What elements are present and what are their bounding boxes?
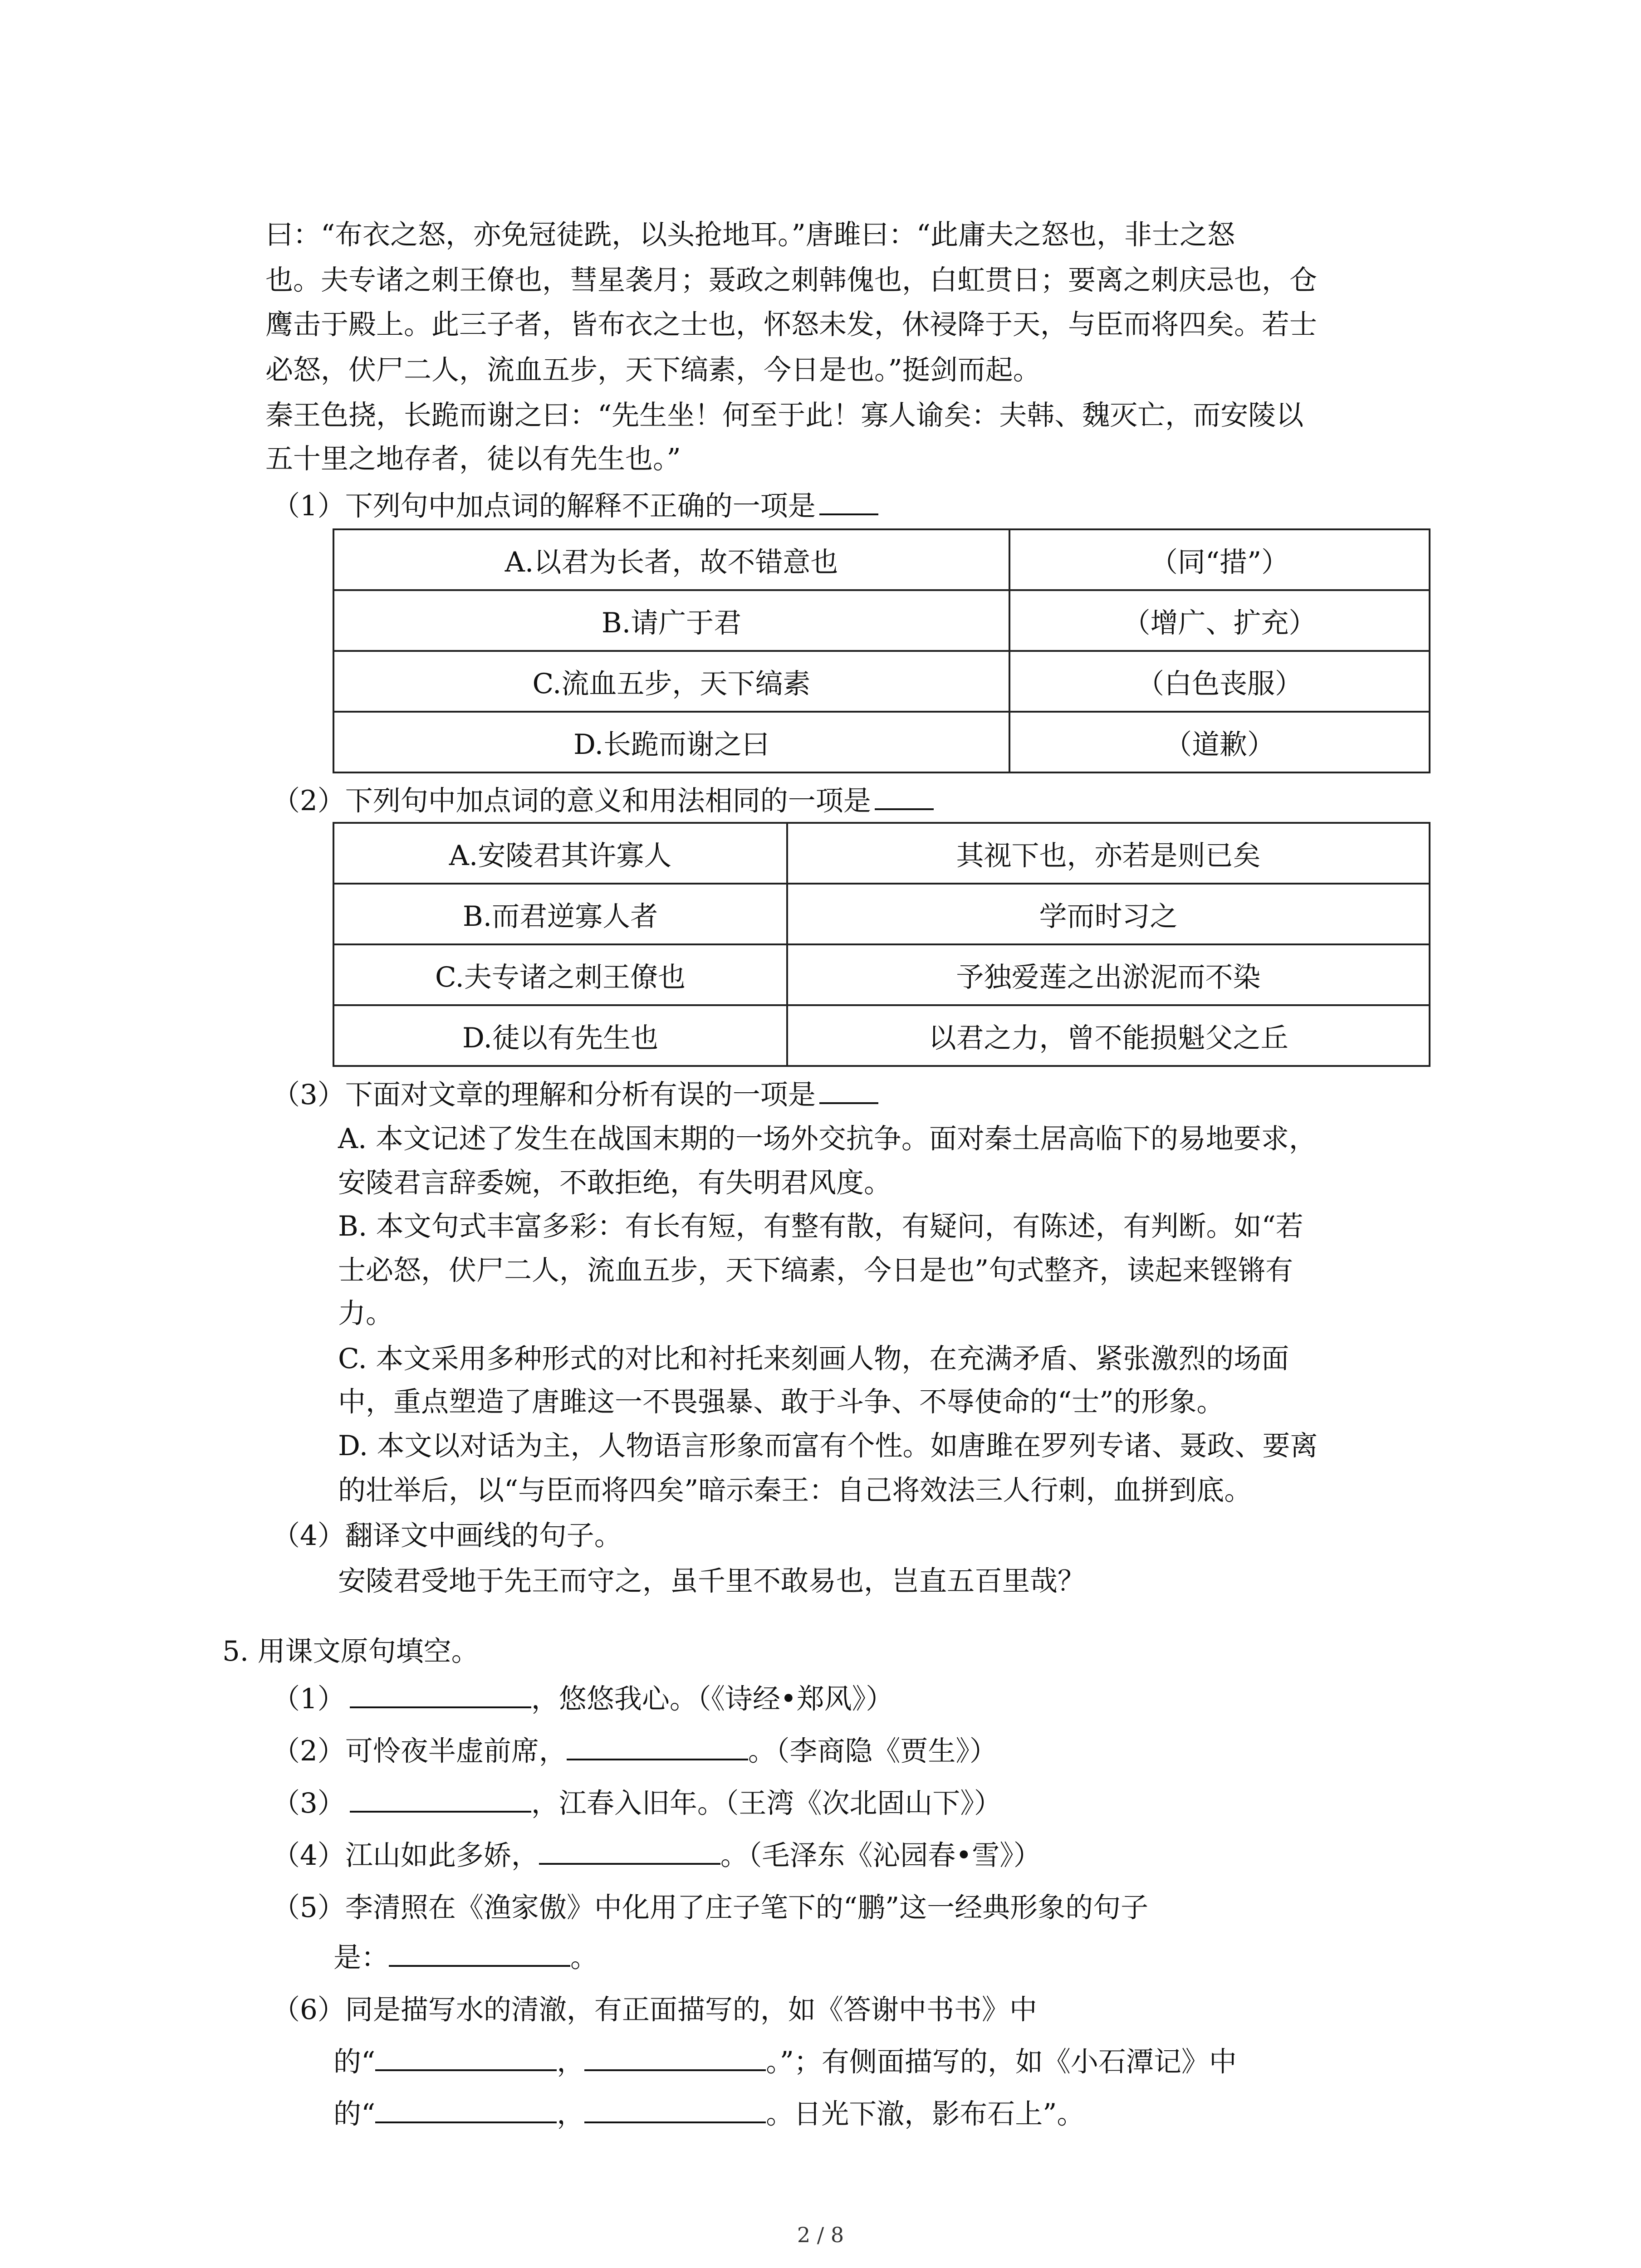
sentence-cell: B.请广于君 bbox=[333, 590, 1009, 651]
option-d-line: 的壮举后，以“与臣而将四矣”暗示秦王：自己将效法三人行刺，血拼到底。 bbox=[338, 1474, 1252, 1506]
page-number: 2 / 8 bbox=[797, 2223, 844, 2247]
passage-line: 鹰击于殿上。此三子者，皆布衣之士也，怀怒未发，休祲降于天，与臣而将四矣。若士 bbox=[265, 308, 1318, 341]
sentence-cell: D.长跪而谢之曰 bbox=[333, 712, 1009, 772]
sentence-cell: A.以君为长者，故不错意也 bbox=[333, 529, 1009, 590]
table-row bbox=[333, 712, 1430, 772]
sentence-cell: B.而君逆寡人者 bbox=[333, 884, 787, 944]
passage-line: 曰：“布衣之怒，亦免冠徒跣，以头抢地耳。”唐雎曰：“此庸夫之怒也，非士之怒 bbox=[265, 219, 1235, 251]
question-4-stem: （4）翻译文中画线的句子。 bbox=[272, 1520, 622, 1552]
fill-blank[interactable] bbox=[567, 1736, 748, 1760]
compare-cell: 学而时习之 bbox=[787, 884, 1430, 944]
fill-item-6: （6）同是描写水的清澈，有正面描写的，如《答谢中书书》中 bbox=[272, 1994, 1037, 2026]
option-c-line: C. 本文采用多种形式的对比和衬托来刻画人物，在充满矛盾、紧张激烈的场面 bbox=[338, 1343, 1289, 1375]
option-a-line: 安陵君言辞委婉，不敢拒绝，有失明君风度。 bbox=[338, 1167, 892, 1199]
question-1-stem: （1）下列句中加点词的解释不正确的一项是 bbox=[272, 490, 878, 523]
sentence-cell: D.徒以有先生也 bbox=[333, 1005, 787, 1066]
passage-line: 秦王色挠，长跪而谢之曰：“先生坐！何至于此！寡人谕矣：夫韩、魏灭亡，而安陵以 bbox=[265, 399, 1304, 431]
fill-blank[interactable] bbox=[350, 1684, 531, 1708]
fill-item-6-line-2: 的“ ， 。”；有侧面描写的，如《小石潭记》中 bbox=[333, 2046, 1237, 2078]
answer-blank[interactable] bbox=[819, 491, 878, 515]
gloss-cell: （同“措”） bbox=[1009, 529, 1430, 590]
fill-blank[interactable] bbox=[584, 2047, 766, 2071]
fill-item-2: （2）可怜夜半虚前席， 。（李商隐《贾生》） bbox=[272, 1735, 997, 1767]
table-row bbox=[333, 529, 1430, 590]
table-row bbox=[333, 884, 1430, 944]
table-row bbox=[333, 590, 1430, 651]
passage-line: 也。夫专诸之刺王僚也，彗星袭月；聂政之刺韩傀也，白虹贯日；要离之刺庆忌也，仓 bbox=[265, 264, 1318, 296]
sentence-cell: C.流血五步，天下缟素 bbox=[333, 651, 1009, 712]
question-1-table bbox=[333, 528, 1430, 773]
fill-item-6-line-3: 的“ ， 。日光下澈，影布石上”。 bbox=[333, 2098, 1085, 2130]
fill-blank[interactable] bbox=[389, 1942, 570, 1967]
compare-cell: 其视下也，亦若是则已矣 bbox=[787, 823, 1430, 884]
option-b-line: 力。 bbox=[338, 1297, 394, 1330]
option-c-line: 中，重点塑造了唐雎这一不畏强暴、敢于斗争、不辱使命的“士”的形象。 bbox=[338, 1386, 1225, 1418]
fill-item-4: （4）江山如此多娇， 。（毛泽东《沁园春•雪》） bbox=[272, 1839, 1041, 1872]
fill-item-1: （1） ，悠悠我心。（《诗经•郑风》） bbox=[272, 1683, 894, 1715]
fill-blank[interactable] bbox=[584, 2099, 766, 2123]
sentence-cell: C.夫专诸之刺王僚也 bbox=[333, 944, 787, 1005]
compare-cell: 以君之力，曾不能损魁父之丘 bbox=[787, 1005, 1430, 1066]
gloss-cell: （道歉） bbox=[1009, 712, 1430, 772]
option-a-line: A. 本文记述了发生在战国末期的一场外交抗争。面对秦土居高临下的易地要求， bbox=[338, 1123, 1317, 1155]
gloss-cell: （白色丧服） bbox=[1009, 651, 1430, 712]
passage-line: 必怒，伏尸二人，流血五步，天下缟素，今日是也。”挺剑而起。 bbox=[265, 354, 1041, 386]
fill-blank[interactable] bbox=[375, 2099, 557, 2123]
question-2-table bbox=[333, 822, 1430, 1067]
answer-blank[interactable] bbox=[875, 786, 934, 810]
table-row bbox=[333, 1005, 1430, 1066]
passage-line: 五十里之地存者，徒以有先生也。” bbox=[265, 443, 681, 475]
fill-blank[interactable] bbox=[350, 1788, 531, 1813]
fill-item-5-line-2: 是： 。 bbox=[333, 1941, 598, 1974]
table-row bbox=[333, 823, 1430, 884]
option-b-line: B. 本文句式丰富多彩：有长有短，有整有散，有疑问，有陈述，有判断。如“若 bbox=[338, 1210, 1303, 1242]
fill-blank[interactable] bbox=[539, 1840, 720, 1865]
compare-cell: 予独爱莲之出淤泥而不染 bbox=[787, 944, 1430, 1005]
option-b-line: 士必怒，伏尸二人，流血五步，天下缟素，今日是也”句式整齐，读起来铿锵有 bbox=[338, 1254, 1293, 1286]
fill-blank[interactable] bbox=[375, 2047, 557, 2071]
table-row bbox=[333, 944, 1430, 1005]
sentence-cell: A.安陵君其许寡人 bbox=[333, 823, 787, 884]
fill-item-5: （5）李清照在《渔家傲》中化用了庄子笔下的“鹏”这一经典形象的句子 bbox=[272, 1892, 1149, 1924]
question-2-stem: （2）下列句中加点词的意义和用法相同的一项是 bbox=[272, 785, 934, 817]
gloss-cell: （增广、扩充） bbox=[1009, 590, 1430, 651]
table-row bbox=[333, 651, 1430, 712]
question-5-title: 5. 用课文原句填空。 bbox=[222, 1635, 479, 1667]
question-3-stem: （3）下面对文章的理解和分析有误的一项是 bbox=[272, 1079, 878, 1111]
translation-sentence: 安陵君受地于先王而守之，虽千里不敢易也，岂直五百里哉？ bbox=[338, 1565, 1086, 1597]
answer-blank[interactable] bbox=[819, 1080, 878, 1104]
fill-item-3: （3） ，江春入旧年。（王湾《次北固山下》） bbox=[272, 1787, 1002, 1819]
option-d-line: D. 本文以对话为主，人物语言形象而富有个性。如唐雎在罗列专诸、聂政、要离 bbox=[338, 1430, 1318, 1462]
